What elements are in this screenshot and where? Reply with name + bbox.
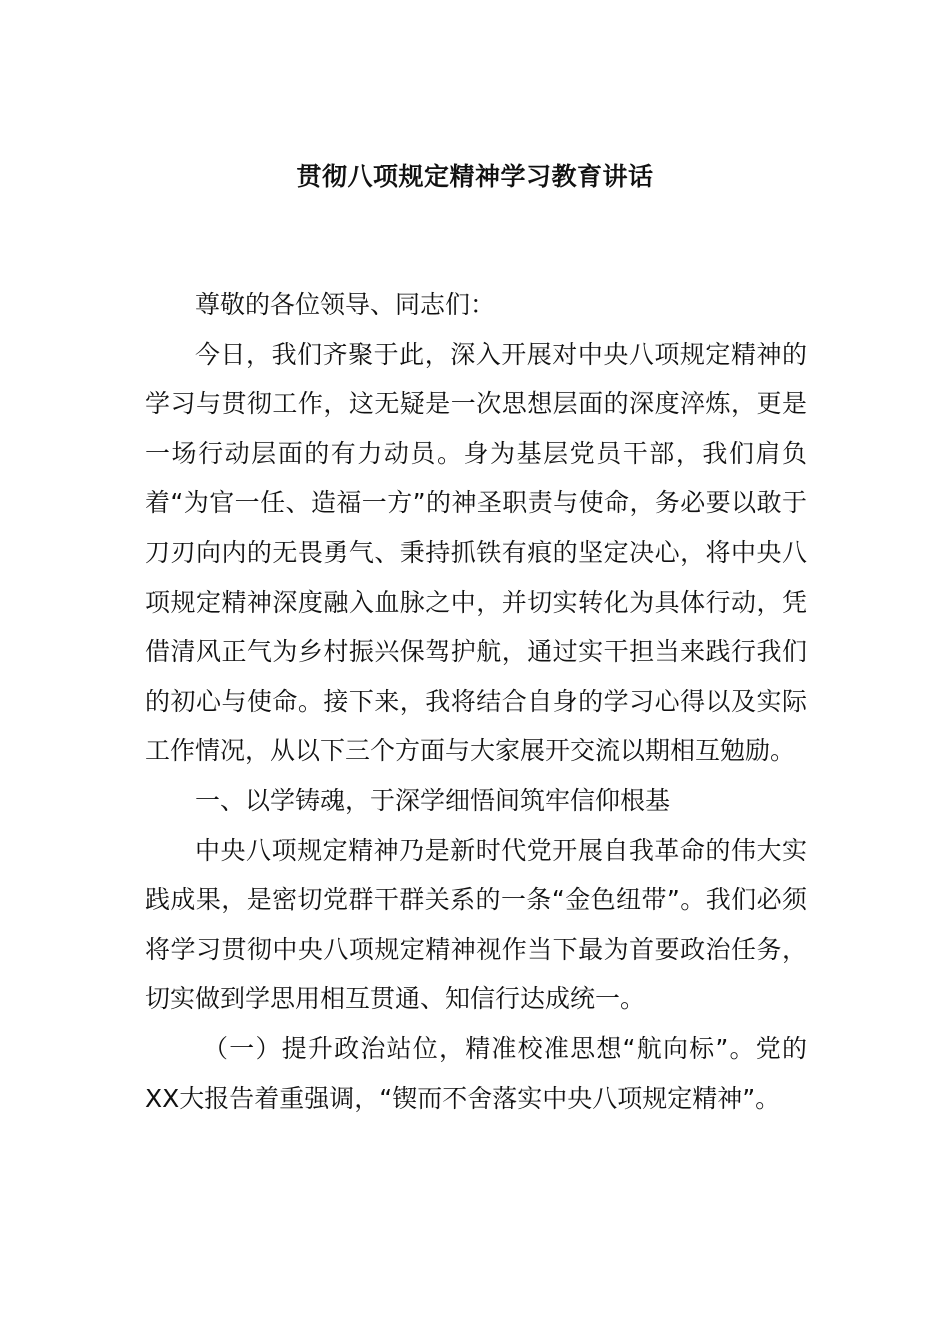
document-body (145, 280, 807, 1123)
section-1-paragraph: 中央八项规定精神乃是新时代党开展自我革命的伟大实践成果，是密切党群干群关系的一条“金色纽带”。我们必须将学习贯彻中央八项规定精神视作当下最为首要政治任务，切实做到学思用相互贯通、知信行达成统一。 (145, 835, 807, 1014)
subsection-1-paragraph: （一）提升政治站位，精准校准思想“航向标”。党的XX大报告着重强调，“锲而不舍落实中央八项规定精神”。 (145, 1033, 807, 1113)
document-title: 贯彻八项规定精神学习教育讲话 (296, 162, 654, 191)
section-heading-1: 一、以学铸魂，于深学细悟间筑牢信仰根基 (195, 785, 671, 815)
intro-paragraph: 今日，我们齐聚于此，深入开展对中央八项规定精神的学习与贯彻工作，这无疑是一次思想层面的深度淬炼，更是一场行动层面的有力动员。身为基层党员干部，我们肩负着“为官一任、造福一方”的神圣职责与使命，务必要以敢于刀刃向内的无畏勇气、秉持抓铁有痕的坚定决心，将中央八项规定精神深度融入血脉之中，并切实转化为具体行动，凭借清风正气为乡村振兴保驾护航，通过实干担当来践行我们的初心与使命。接下来，我将结合自身的学习心得以及实际工作情况，从以下三个方面与大家展开交流以期相互勉励。 (145, 339, 807, 766)
salutation-paragraph: 尊敬的各位领导、同志们： (195, 290, 496, 319)
